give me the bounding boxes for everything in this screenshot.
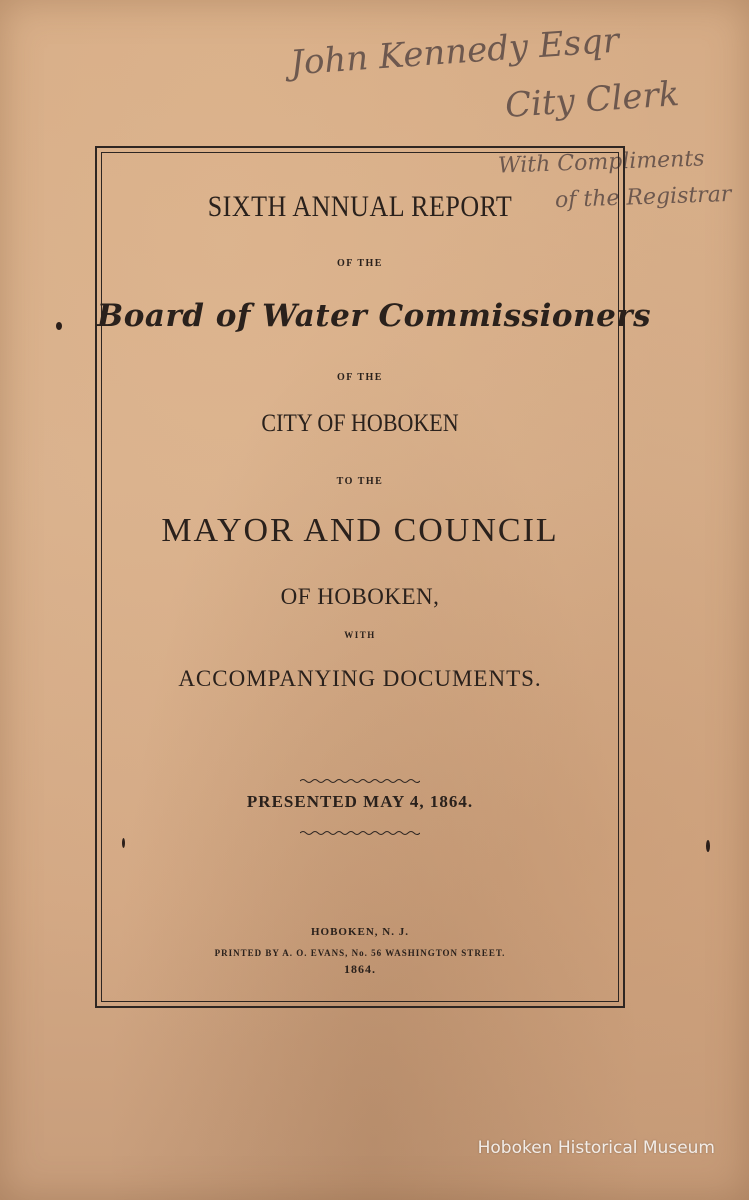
imprint-place: HOBOKEN, N. J. (310, 926, 410, 938)
handwritten-registrar: of the Registrar (554, 181, 732, 214)
city-title: CITY OF HOBOKEN (261, 408, 459, 437)
of-the-label: OF THE (337, 258, 383, 269)
cover-border-inner (101, 152, 619, 1002)
museum-watermark: Hoboken Historical Museum (477, 1138, 715, 1158)
handwritten-name: John Kennedy Esqr (289, 20, 621, 84)
with-label: WITH (344, 630, 376, 640)
wavy-rule-top (300, 778, 420, 784)
handwritten-title: City Clerk (503, 73, 681, 127)
accompanying-documents-title: ACCOMPANYING DOCUMENTS. (178, 666, 542, 691)
ink-spot (56, 322, 62, 330)
wavy-rule-bottom (300, 830, 420, 836)
mayor-council-title: MAYOR AND COUNCIL (161, 512, 559, 549)
handwritten-compliments: With Compliments (497, 146, 705, 179)
to-the-label: TO THE (336, 476, 384, 487)
of-the-label: OF THE (337, 372, 383, 383)
imprint-printer: PRINTED BY A. O. EVANS, No. 56 WASHINGTON STREET. (214, 948, 506, 958)
ink-spot (706, 840, 710, 852)
board-title: Board of Water Commissioners (97, 298, 652, 334)
presented-date: PRESENTED MAY 4, 1864. (246, 792, 474, 811)
imprint-year: 1864. (344, 962, 376, 976)
of-hoboken-title: OF HOBOKEN, (280, 584, 440, 609)
report-title: SIXTH ANNUAL REPORT (207, 189, 513, 224)
